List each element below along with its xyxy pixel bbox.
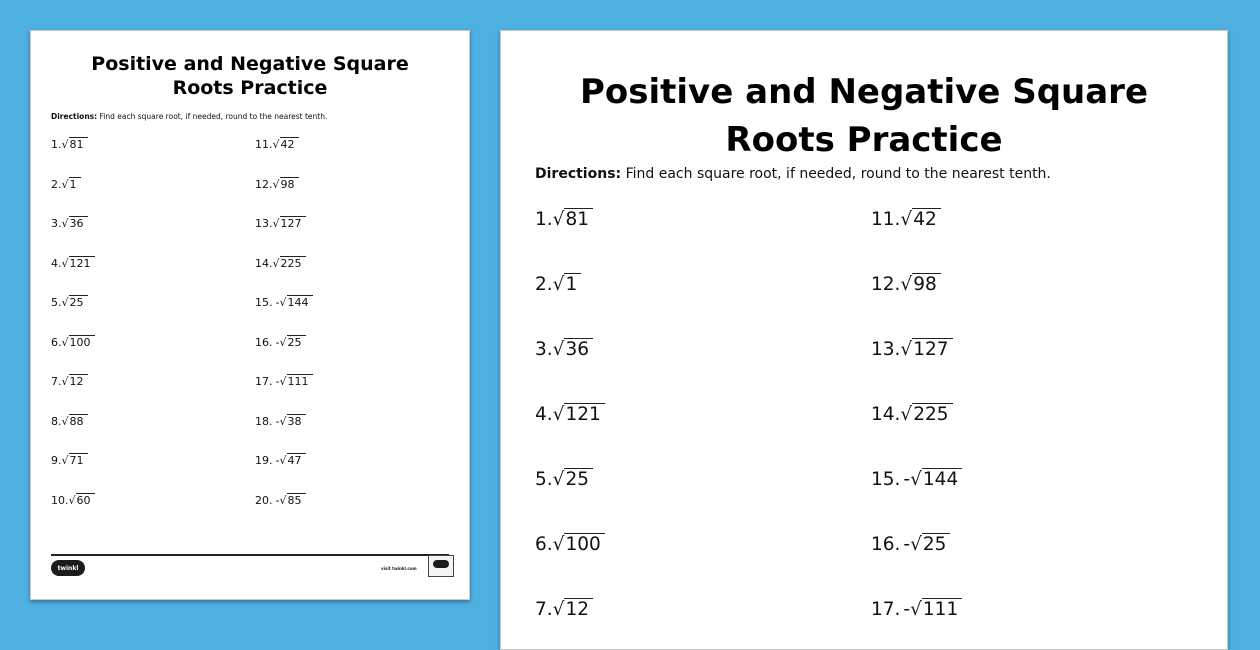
- problem-item: [255, 415, 306, 428]
- negative-sign: -: [275, 414, 280, 428]
- radicand: 12: [69, 374, 88, 388]
- title-line-2: Roots Practice: [172, 76, 328, 99]
- problem-number: 11.: [255, 138, 273, 151]
- problem-item: [255, 138, 299, 151]
- negative-sign: -: [275, 335, 280, 349]
- problem-number: 15.: [871, 469, 901, 490]
- problem-item: [535, 274, 581, 295]
- square-root-icon: √: [900, 404, 913, 425]
- problem-number: 13.: [871, 339, 901, 360]
- problem-item: [255, 375, 313, 388]
- square-root-icon: √: [61, 256, 69, 270]
- problem-item: [51, 375, 88, 388]
- square-root-icon: √: [272, 256, 280, 270]
- problem-item: [51, 257, 95, 270]
- title-line-2: Roots Practice: [725, 119, 1003, 160]
- problem-item: [51, 138, 88, 151]
- square-root-icon: √: [61, 296, 69, 309]
- square-root-icon: √: [900, 274, 913, 295]
- radicand: 127: [912, 338, 952, 360]
- radicand: 25: [287, 335, 306, 349]
- problem-item: [871, 209, 941, 230]
- square-root-icon: √: [900, 209, 913, 230]
- radicand: 85: [287, 493, 306, 507]
- directions-text: Find each square root, if needed, round to the nearest tenth.: [99, 112, 328, 121]
- problem-item: [51, 178, 81, 191]
- radicand: 36: [564, 338, 593, 360]
- worksheet-thumbnail: [30, 30, 470, 600]
- problem-item: [871, 274, 941, 295]
- problem-number: 14.: [871, 404, 901, 425]
- problem-item: [535, 534, 605, 555]
- problem-number: 13.: [255, 217, 273, 230]
- radicand: 144: [287, 295, 313, 309]
- title-line-1: Positive and Negative Square: [579, 72, 1149, 112]
- square-root-icon: √: [272, 138, 280, 151]
- square-root-icon: √: [61, 217, 69, 230]
- problem-number: 6.: [51, 335, 62, 349]
- problem-number: 16.: [871, 534, 901, 555]
- square-root-icon: √: [910, 534, 922, 555]
- directions-label: Directions:: [51, 112, 98, 121]
- negative-sign: -: [275, 375, 280, 388]
- problem-item: [255, 296, 313, 309]
- square-root-icon: √: [910, 469, 922, 490]
- problem-item: [255, 257, 306, 270]
- title-line-1: Positive and Negative Square: [91, 53, 409, 75]
- radicand: 81: [564, 208, 593, 230]
- problem-number: 17.: [871, 599, 901, 620]
- radicand: 71: [69, 453, 88, 467]
- radicand: 1: [69, 177, 81, 191]
- square-root-icon: √: [61, 375, 69, 388]
- problem-item: [535, 209, 593, 230]
- square-root-icon: √: [910, 599, 922, 620]
- negative-sign: -: [903, 469, 911, 490]
- square-root-icon: √: [279, 493, 287, 507]
- radicand: 121: [564, 403, 604, 425]
- negative-sign: -: [275, 454, 280, 467]
- problem-number: 12.: [871, 274, 901, 295]
- directions: [51, 112, 327, 121]
- page-title: [31, 53, 469, 101]
- radicand: 25: [922, 533, 951, 555]
- problem-item: [255, 178, 299, 191]
- problem-number: 3.: [535, 339, 553, 360]
- radicand: 25: [564, 468, 593, 490]
- problem-number: 20.: [255, 493, 273, 507]
- negative-sign: -: [903, 534, 911, 555]
- negative-sign: -: [275, 296, 280, 309]
- problem-item: [51, 336, 95, 349]
- negative-sign: -: [903, 599, 911, 620]
- problem-number: 11.: [871, 209, 901, 230]
- problem-item: [51, 217, 88, 230]
- problem-item: [255, 336, 306, 349]
- radicand: 38: [287, 414, 306, 428]
- worksheet-zoomed: [500, 30, 1228, 650]
- radicand: 225: [912, 403, 952, 425]
- problem-number: 16.: [255, 335, 273, 349]
- problem-item: [871, 339, 953, 360]
- problem-item: [871, 599, 962, 620]
- problem-item: [871, 534, 950, 555]
- problem-number: 14.: [255, 256, 273, 270]
- square-root-icon: √: [552, 274, 565, 295]
- problem-item: [51, 415, 88, 428]
- problem-number: 6.: [535, 534, 553, 555]
- problem-item: [255, 217, 306, 230]
- twinkl-logo: twinkl: [51, 560, 85, 576]
- radicand: 1: [564, 273, 581, 295]
- square-root-icon: √: [552, 599, 565, 620]
- footer-visit-text: visit twinkl.com: [381, 566, 417, 571]
- radicand: 144: [922, 468, 962, 490]
- square-root-icon: √: [552, 534, 565, 555]
- negative-sign: -: [275, 493, 280, 507]
- problem-item: [51, 296, 88, 309]
- square-root-icon: √: [279, 335, 287, 349]
- problem-item: [255, 454, 306, 467]
- problem-number: 12.: [255, 177, 273, 191]
- problem-number: 4.: [535, 404, 553, 425]
- square-root-icon: √: [61, 454, 69, 467]
- square-root-icon: √: [552, 339, 565, 360]
- problem-number: 8.: [51, 414, 62, 428]
- radicand: 88: [69, 414, 88, 428]
- footer-divider: [51, 554, 449, 556]
- radicand: 225: [280, 256, 306, 270]
- square-root-icon: √: [279, 454, 287, 467]
- problem-number: 5.: [51, 296, 62, 309]
- radicand: 111: [922, 598, 962, 620]
- radicand: 100: [69, 335, 95, 349]
- problem-item: [535, 599, 593, 620]
- square-root-icon: √: [552, 469, 565, 490]
- problem-item: [51, 454, 88, 467]
- square-root-icon: √: [68, 493, 76, 507]
- problem-number: 15.: [255, 296, 273, 309]
- square-root-icon: √: [279, 296, 287, 309]
- directions: [535, 166, 1051, 182]
- radicand: 81: [69, 137, 88, 151]
- problem-item: [871, 469, 962, 490]
- problem-number: 2.: [51, 177, 62, 191]
- problem-number: 18.: [255, 414, 273, 428]
- radicand: 47: [287, 453, 306, 467]
- directions-label: Directions:: [535, 166, 622, 182]
- square-root-icon: √: [552, 209, 565, 230]
- problem-number: 17.: [255, 375, 273, 388]
- square-root-icon: √: [279, 375, 287, 388]
- problem-item: [535, 404, 605, 425]
- problem-number: 1.: [51, 138, 62, 151]
- problem-number: 9.: [51, 454, 62, 467]
- problem-number: 3.: [51, 217, 62, 230]
- problem-item: [51, 494, 95, 507]
- radicand: 42: [280, 137, 299, 151]
- problem-item: [535, 469, 593, 490]
- square-root-icon: √: [272, 217, 280, 230]
- radicand: 12: [564, 598, 593, 620]
- radicand: 127: [280, 216, 306, 230]
- problem-item: [871, 404, 953, 425]
- square-root-icon: √: [552, 404, 565, 425]
- square-root-icon: √: [61, 414, 69, 428]
- problem-number: 7.: [51, 375, 62, 388]
- radicand: 36: [69, 216, 88, 230]
- square-root-icon: √: [900, 339, 913, 360]
- problem-number: 7.: [535, 599, 553, 620]
- radicand: 42: [912, 208, 941, 230]
- problem-number: 10.: [51, 493, 69, 507]
- problem-item: [535, 339, 593, 360]
- problem-number: 1.: [535, 209, 553, 230]
- square-root-icon: √: [61, 177, 69, 191]
- problem-number: 2.: [535, 274, 553, 295]
- radicand: 111: [287, 374, 313, 388]
- directions-text: Find each square root, if needed, round to the nearest tenth.: [625, 166, 1051, 182]
- problem-number: 5.: [535, 469, 553, 490]
- quality-badge-icon: [428, 555, 454, 577]
- radicand: 100: [564, 533, 604, 555]
- page-title: [501, 69, 1227, 164]
- square-root-icon: √: [272, 177, 280, 191]
- radicand: 98: [280, 177, 299, 191]
- square-root-icon: √: [61, 335, 69, 349]
- radicand: 121: [69, 256, 95, 270]
- problem-item: [255, 494, 306, 507]
- problem-number: 19.: [255, 454, 273, 467]
- radicand: 25: [69, 295, 88, 309]
- radicand: 98: [912, 273, 941, 295]
- square-root-icon: √: [279, 414, 287, 428]
- radicand: 60: [76, 493, 95, 507]
- square-root-icon: √: [61, 138, 69, 151]
- problem-number: 4.: [51, 256, 62, 270]
